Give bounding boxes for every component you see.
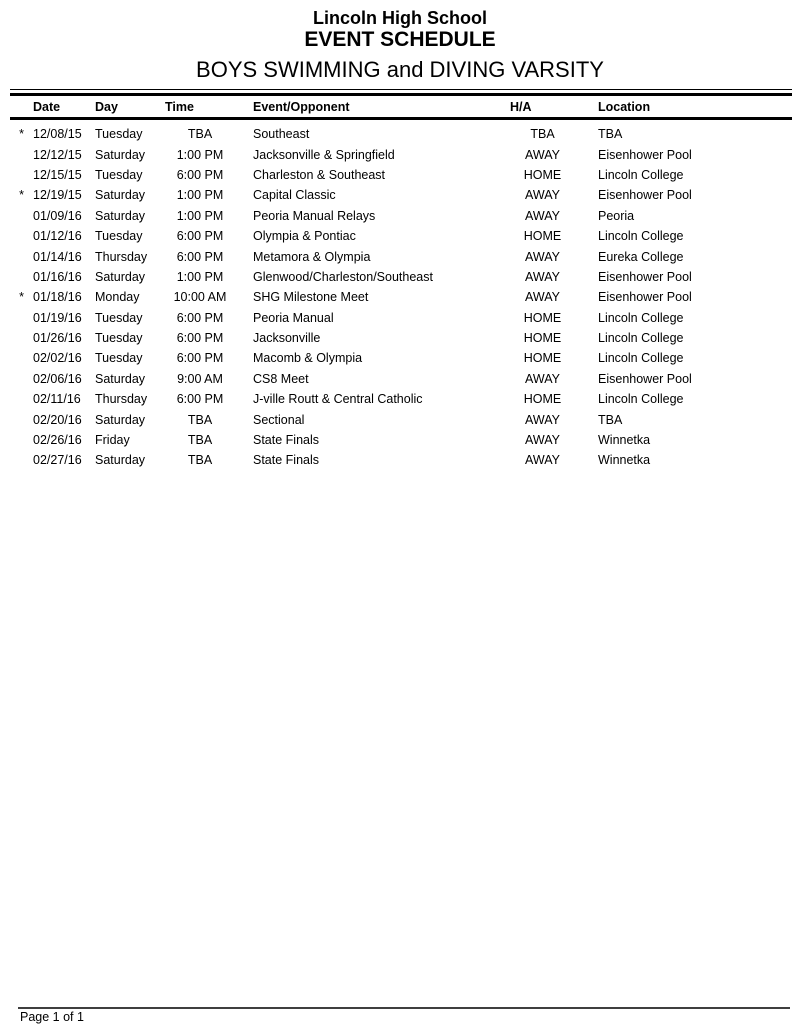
home-away-value: AWAY [525, 188, 560, 203]
event-location: Eisenhower Pool [598, 188, 692, 203]
schedule-row [10, 165, 792, 185]
event-opponent: J-ville Routt & Central Catholic [253, 392, 423, 407]
event-time: 6:00 PM [176, 331, 224, 346]
event-date: 01/16/16 [33, 269, 82, 284]
schedule-table-body [10, 119, 792, 471]
schedule-row [10, 246, 792, 266]
event-opponent: Olympia & Pontiac [253, 229, 356, 244]
schedule-row [10, 226, 792, 246]
home-away-value: AWAY [525, 208, 560, 223]
event-day: Saturday [95, 269, 146, 284]
event-date: 01/12/16 [33, 229, 82, 244]
event-day: Tuesday [95, 229, 143, 244]
event-location: Eisenhower Pool [598, 269, 692, 284]
event-opponent: Southeast [253, 127, 310, 142]
col-header-location: Location [575, 96, 792, 119]
schedule-row [10, 119, 792, 145]
event-day: Saturday [95, 188, 146, 203]
home-away-value: HOME [523, 392, 562, 407]
star-marker [10, 206, 33, 226]
event-date: 02/11/16 [33, 392, 81, 407]
event-day: Saturday [95, 453, 146, 468]
event-day: Tuesday [95, 331, 143, 346]
home-away-value: AWAY [525, 453, 560, 468]
event-location: Eisenhower Pool [598, 290, 692, 305]
schedule-section [10, 89, 792, 471]
home-away-value: AWAY [525, 269, 560, 284]
event-opponent: Glenwood/Charleston/Southeast [253, 269, 433, 284]
schedule-row [10, 430, 792, 450]
event-time: 6:00 PM [176, 351, 224, 366]
event-time: 9:00 AM [177, 371, 223, 386]
event-location: Winnetka [598, 453, 651, 468]
schedule-row [10, 348, 792, 368]
event-opponent: State Finals [253, 433, 320, 448]
event-day: Thursday [95, 249, 148, 264]
col-header-date: Date [33, 96, 95, 119]
event-day: Tuesday [95, 310, 143, 325]
event-location: Eisenhower Pool [598, 371, 692, 386]
event-location: Peoria [598, 208, 635, 223]
schedule-row [10, 267, 792, 287]
star-marker [10, 389, 33, 409]
home-away-value: AWAY [525, 371, 560, 386]
event-date: 01/19/16 [33, 310, 82, 325]
table-top-thin-rule [10, 89, 792, 90]
home-away-value: HOME [523, 310, 562, 325]
star-marker: * [19, 188, 24, 203]
event-time: TBA [187, 127, 213, 142]
event-date: 01/18/16 [33, 290, 82, 305]
page-number: Page 1 of 1 [20, 1010, 84, 1024]
schedule-row [10, 308, 792, 328]
event-opponent: Sectional [253, 412, 305, 427]
event-location: Lincoln College [598, 331, 684, 346]
event-opponent: CS8 Meet [253, 371, 309, 386]
event-time: 1:00 PM [176, 208, 224, 223]
event-opponent: Jacksonville & Springfield [253, 147, 395, 162]
star-marker [10, 246, 33, 266]
event-location: Eureka College [598, 249, 684, 264]
event-day: Saturday [95, 371, 146, 386]
home-away-value: TBA [530, 127, 555, 142]
schedule-row [10, 409, 792, 429]
home-away-value: HOME [523, 229, 562, 244]
star-marker [10, 328, 33, 348]
event-opponent: Peoria Manual Relays [253, 208, 376, 223]
col-header-star [10, 96, 33, 119]
event-location: TBA [598, 412, 623, 427]
schedule-row [10, 287, 792, 307]
home-away-value: AWAY [525, 249, 560, 264]
star-marker [10, 348, 33, 368]
home-away-value: HOME [523, 331, 562, 346]
star-marker [10, 267, 33, 287]
event-day: Saturday [95, 147, 146, 162]
star-marker: * [19, 127, 24, 142]
schedule-row [10, 450, 792, 470]
event-time: 6:00 PM [176, 249, 224, 264]
event-date: 12/15/15 [33, 167, 82, 182]
schedule-row [10, 328, 792, 348]
event-time: 6:00 PM [176, 392, 224, 407]
col-header-home-away: H/A [510, 96, 575, 119]
school-name: Lincoln High School [313, 8, 487, 28]
event-date: 02/06/16 [33, 371, 82, 386]
document-title: EVENT SCHEDULE [304, 28, 496, 51]
event-date: 01/14/16 [33, 249, 82, 264]
star-marker: * [19, 290, 24, 305]
home-away-value: AWAY [525, 290, 560, 305]
event-opponent: SHG Milestone Meet [253, 290, 369, 305]
home-away-value: HOME [523, 351, 562, 366]
event-time: 1:00 PM [176, 147, 224, 162]
event-location: Lincoln College [598, 229, 684, 244]
col-header-time: Time [165, 96, 235, 119]
schedule-row [10, 185, 792, 205]
home-away-value: AWAY [525, 147, 560, 162]
star-marker [10, 165, 33, 185]
home-away-value: AWAY [525, 433, 560, 448]
event-date: 02/26/16 [33, 433, 82, 448]
event-day: Saturday [95, 412, 146, 427]
event-location: TBA [598, 127, 623, 142]
star-marker [10, 144, 33, 164]
star-marker [10, 226, 33, 246]
star-marker [10, 430, 33, 450]
event-day: Tuesday [95, 351, 143, 366]
footer-rule [18, 1007, 790, 1009]
schedule-row [10, 369, 792, 389]
home-away-value: HOME [523, 167, 562, 182]
event-date: 02/27/16 [33, 453, 82, 468]
event-day: Monday [95, 290, 140, 305]
schedule-row [10, 389, 792, 409]
event-date: 12/12/15 [33, 147, 82, 162]
schedule-table [10, 96, 792, 471]
event-date: 12/19/15 [33, 188, 82, 203]
event-opponent: Metamora & Olympia [253, 249, 371, 264]
event-opponent: Capital Classic [253, 188, 336, 203]
star-marker [10, 369, 33, 389]
schedule-row [10, 206, 792, 226]
event-date: 02/20/16 [33, 412, 82, 427]
event-opponent: Charleston & Southeast [253, 167, 386, 182]
team-subtitle: BOYS SWIMMING and DIVING VARSITY [196, 57, 604, 82]
event-location: Lincoln College [598, 351, 684, 366]
home-away-value: AWAY [525, 412, 560, 427]
col-header-day: Day [95, 96, 165, 119]
event-day: Thursday [95, 392, 148, 407]
event-location: Eisenhower Pool [598, 147, 692, 162]
event-location: Lincoln College [598, 310, 684, 325]
event-time: 6:00 PM [176, 310, 224, 325]
event-time: 6:00 PM [176, 167, 224, 182]
event-opponent: Peoria Manual [253, 310, 334, 325]
event-day: Saturday [95, 208, 146, 223]
event-date: 01/26/16 [33, 331, 82, 346]
table-header-row [10, 96, 792, 119]
col-header-event-opponent: Event/Opponent [235, 96, 510, 119]
event-time: 10:00 AM [173, 290, 227, 305]
event-date: 02/02/16 [33, 351, 82, 366]
star-marker [10, 409, 33, 429]
event-opponent: State Finals [253, 453, 320, 468]
event-location: Lincoln College [598, 392, 684, 407]
event-date: 01/09/16 [33, 208, 82, 223]
event-location: Lincoln College [598, 167, 684, 182]
event-time: TBA [187, 453, 213, 468]
event-opponent: Macomb & Olympia [253, 351, 363, 366]
event-time: 1:00 PM [176, 269, 224, 284]
event-day: Tuesday [95, 167, 143, 182]
event-time: TBA [187, 433, 213, 448]
document-header [0, 0, 800, 82]
event-time: 1:00 PM [176, 188, 224, 203]
event-time: 6:00 PM [176, 229, 224, 244]
event-time: TBA [187, 412, 213, 427]
event-day: Tuesday [95, 127, 143, 142]
event-day: Friday [95, 433, 130, 448]
event-opponent: Jacksonville [253, 331, 321, 346]
event-location: Winnetka [598, 433, 651, 448]
star-marker [10, 450, 33, 470]
star-marker [10, 308, 33, 328]
schedule-row [10, 144, 792, 164]
event-date: 12/08/15 [33, 127, 82, 142]
